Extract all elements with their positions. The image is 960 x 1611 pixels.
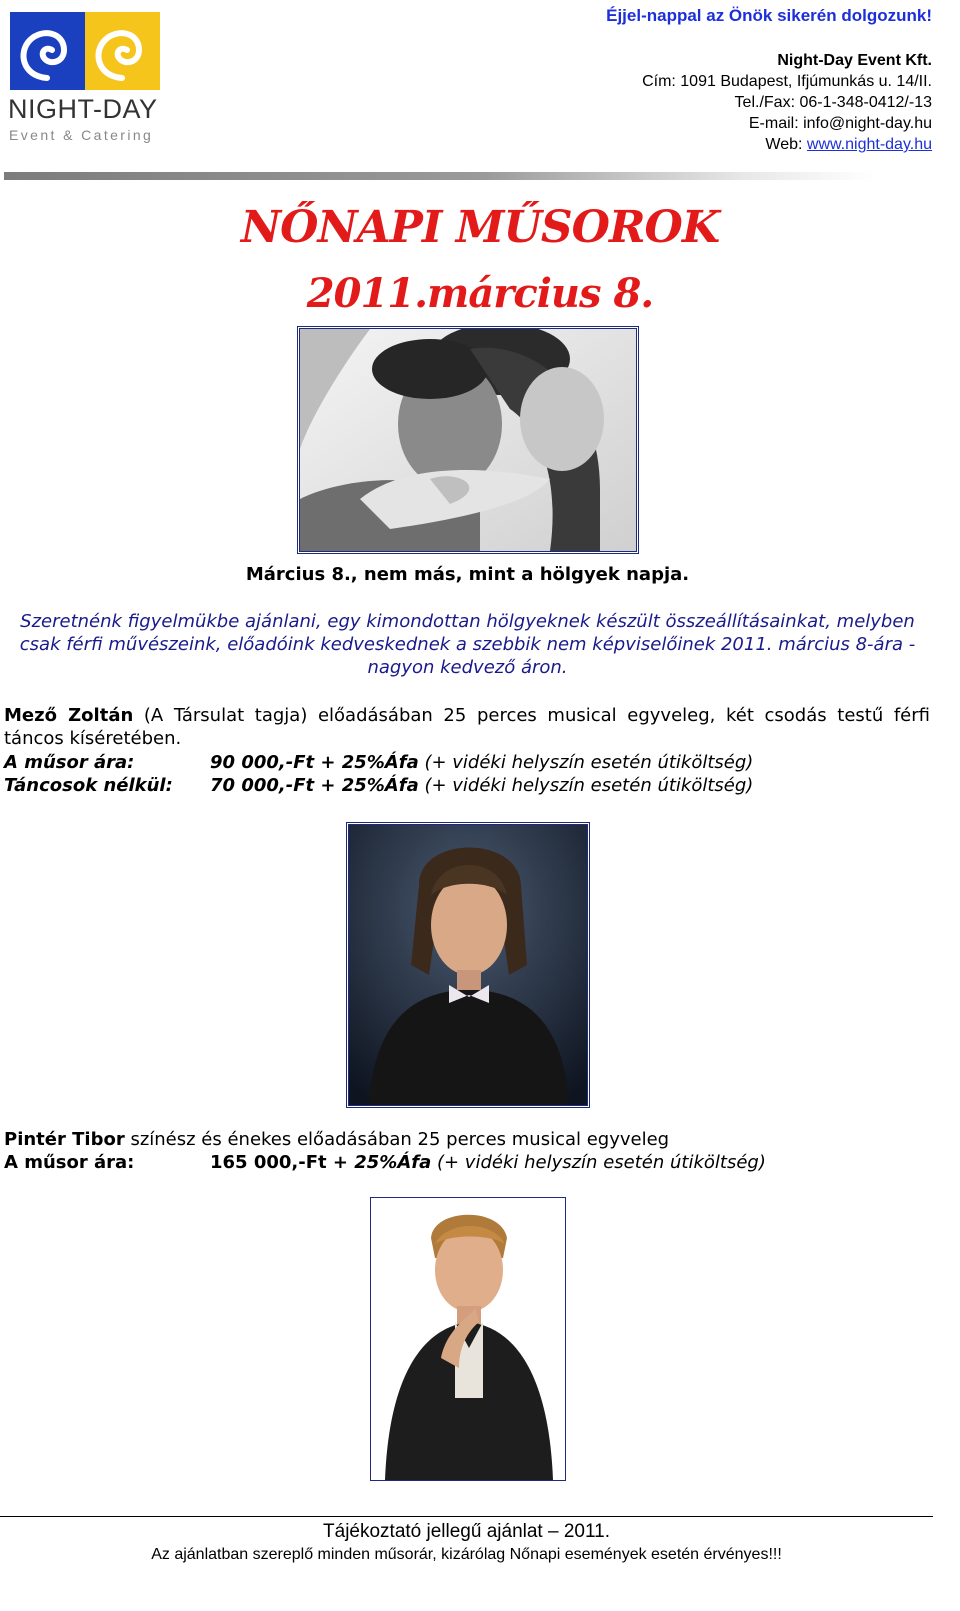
price-note: (+ vidéki helyszín esetén útiköltség)	[431, 1152, 766, 1173]
performer1-name: Mező Zoltán	[4, 705, 134, 726]
logo-swirl-icon	[10, 12, 160, 90]
performer1-desc: (A Társulat tagja) előadásában 25 perces musical egyveleg, két csodás testű férfi táncos kíséretében.	[4, 705, 930, 749]
phone: Tel./Fax: 06-1-348-0412/-13	[734, 94, 932, 111]
price-amount: 90 000,-Ft +	[210, 752, 342, 773]
tagline: Éjjel-nappal az Önök sikerén dolgozunk!	[606, 6, 932, 25]
web-label: Web:	[765, 136, 807, 153]
footer-disclaimer: Az ajánlatban szereplő minden műsorár, kizárólag Nőnapi események esetén érvényes!!!	[151, 1546, 782, 1563]
price-vat: 25%Áfa	[341, 775, 419, 796]
intro-paragraph: Szeretnénk figyelmükbe ajánlani, egy kimondottan hölgyeknek készült összeállításainkat, melyben csak férfi művészeink, előadóink kedveskednek a szebbik nem képviselőinek 2011. március 8-ára - nagyon kedvező áron.	[19, 611, 916, 678]
address: Cím: 1091 Budapest, Ifjúmunkás u. 14/II.	[642, 73, 932, 90]
performer1-description	[4, 704, 930, 750]
couple-image	[300, 329, 636, 551]
price-note: (+ vidéki helyszín esetén útiköltség)	[418, 752, 754, 773]
price-label: A műsor ára:	[4, 1152, 135, 1173]
performer1-image	[349, 825, 587, 1105]
footer-divider	[0, 1516, 933, 1517]
couple-photo	[297, 326, 639, 554]
header-divider	[4, 172, 876, 180]
logo-brand-subtitle: Event & Catering	[9, 127, 154, 143]
page-date-title: 2011.március 8.	[306, 270, 654, 317]
price-label: A műsor ára:	[4, 752, 135, 773]
web-link[interactable]: www.night-day.hu	[806, 136, 932, 153]
email: E-mail: info@night-day.hu	[748, 115, 932, 132]
price-vat: 25%Áfa	[354, 1152, 432, 1173]
performer2-desc: színész és énekes előadásában 25 perces musical egyveleg	[124, 1129, 670, 1150]
price-vat: 25%Áfa	[341, 752, 419, 773]
performer2-description	[4, 1128, 669, 1151]
price-amount: 70 000,-Ft +	[210, 775, 342, 796]
performer2-image	[371, 1198, 565, 1480]
price-row	[4, 1151, 766, 1174]
performer1-photo	[346, 822, 590, 1108]
company-logo	[8, 10, 158, 142]
price-label: Táncosok nélkül:	[4, 775, 173, 796]
performer2-name: Pintér Tibor	[4, 1129, 125, 1150]
price-note: (+ vidéki helyszín esetén útiköltség)	[418, 775, 754, 796]
price-amount: 165 000,-Ft +	[210, 1152, 355, 1173]
footer-note: Tájékoztató jellegű ajánlat – 2011.	[323, 1521, 610, 1542]
subtitle: Március 8., nem más, mint a hölgyek napja.	[245, 564, 690, 585]
contact-block	[642, 50, 932, 155]
page-title: NŐNAPI MŰSOROK	[240, 202, 720, 253]
company-name: Night-Day Event Kft.	[777, 52, 932, 69]
price-row	[4, 774, 753, 797]
performer2-photo	[370, 1197, 566, 1481]
web-line	[642, 134, 932, 155]
price-row	[4, 751, 753, 774]
logo-brand-name: NIGHT-DAY	[8, 94, 158, 124]
